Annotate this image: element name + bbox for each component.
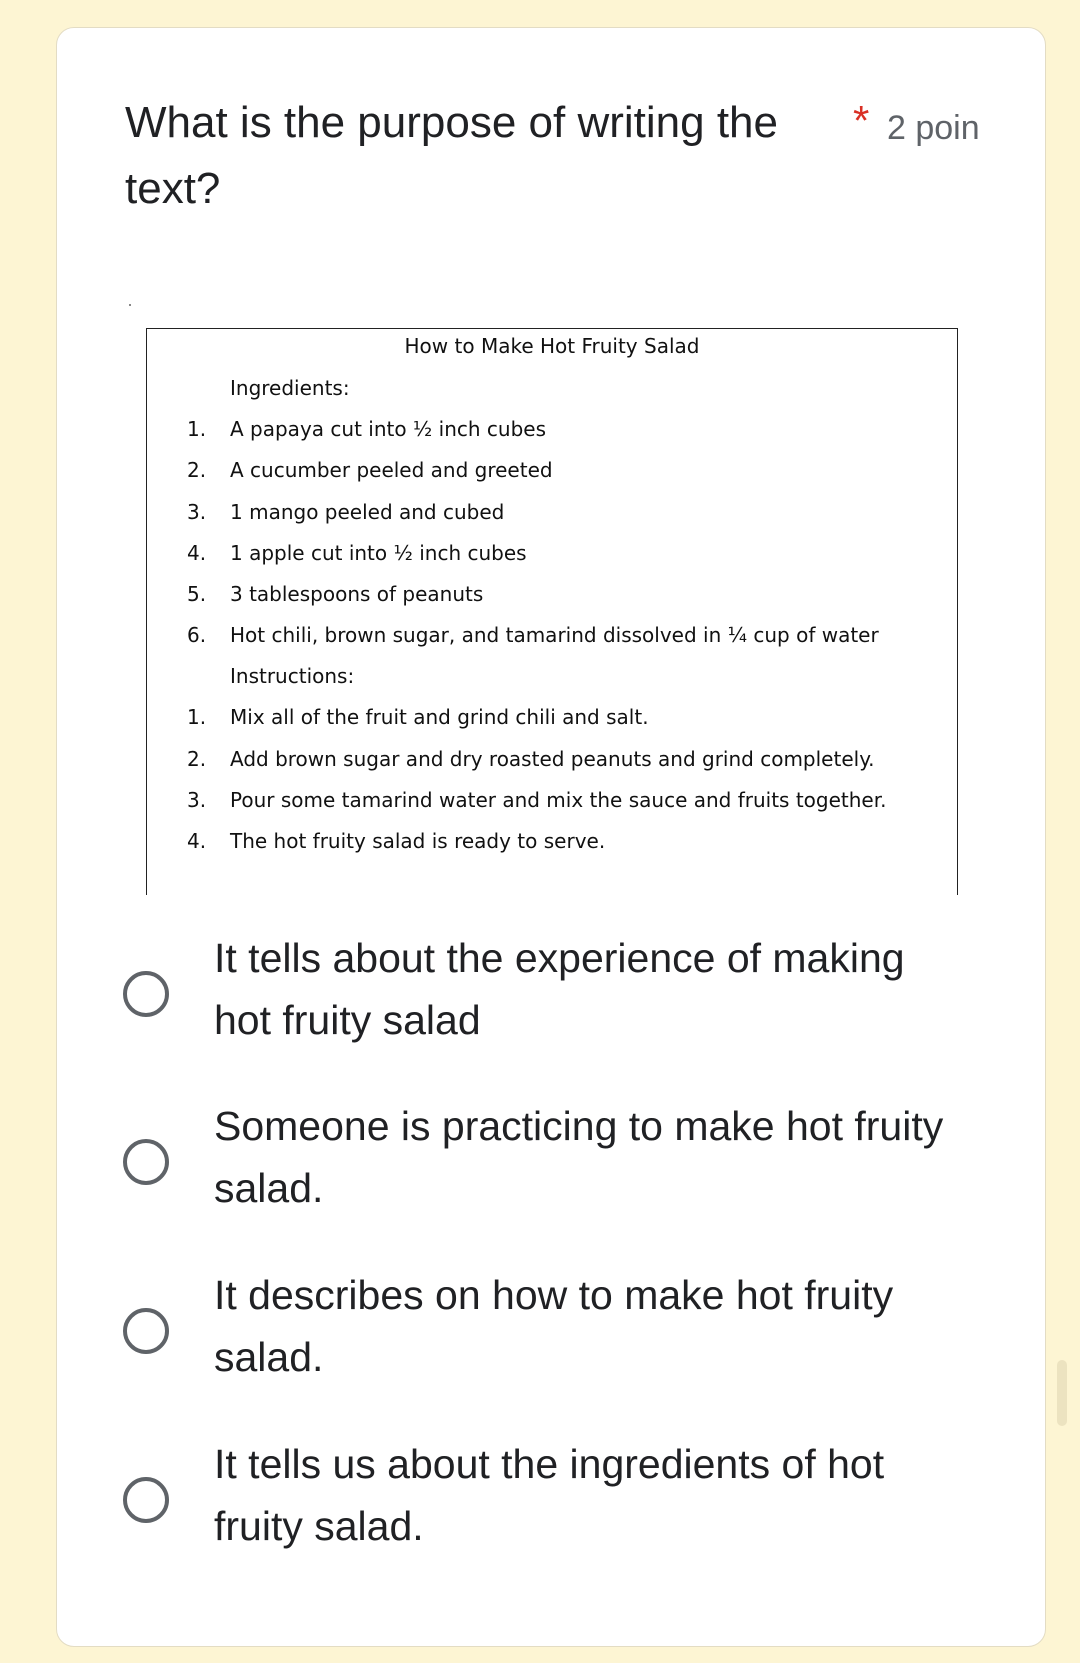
required-asterisk: * xyxy=(853,97,870,144)
radio-button[interactable] xyxy=(123,971,169,1017)
answer-option-4[interactable] xyxy=(57,1433,1047,1563)
ingredients-heading: Ingredients: xyxy=(230,376,350,400)
instruction-item: 1. Mix all of the fruit and grind chili and salt. xyxy=(187,705,649,729)
ingredient-item: 2. A cucumber peeled and greeted xyxy=(187,458,553,482)
answer-option-2[interactable] xyxy=(57,1095,1047,1225)
ingredient-item: 1. A papaya cut into ½ inch cubes xyxy=(187,417,547,441)
ingredient-item: 4. 1 apple cut into ½ inch cubes xyxy=(187,541,527,565)
scrollbar-thumb[interactable] xyxy=(1057,1360,1067,1426)
image-dot xyxy=(129,304,131,306)
recipe-title: How to Make Hot Fruity Salad xyxy=(404,334,700,358)
question-card xyxy=(56,27,1046,1647)
option-label[interactable]: It tells about the experience of making hot fruity salad xyxy=(214,935,905,1043)
answer-option-3[interactable] xyxy=(57,1264,1047,1394)
radio-button[interactable] xyxy=(123,1308,169,1354)
points-label: 2 poin xyxy=(887,109,980,147)
radio-button[interactable] xyxy=(123,1139,169,1185)
ingredient-item: 6. Hot chili, brown sugar, and tamarind dissolved in ¼ cup of water xyxy=(187,623,879,647)
option-label[interactable]: It tells us about the ingredients of hot fruity salad. xyxy=(214,1441,885,1549)
answer-option-1[interactable] xyxy=(57,927,1047,1057)
radio-button[interactable] xyxy=(123,1477,169,1523)
instructions-heading: Instructions: xyxy=(230,664,355,688)
question-title: What is the purpose of writing the text? xyxy=(125,98,778,213)
instruction-item: 2. Add brown sugar and dry roasted peanuts and grind completely. xyxy=(187,747,875,771)
ingredient-item: 5. 3 tablespoons of peanuts xyxy=(187,582,484,606)
instruction-item: 4. The hot fruity salad is ready to serve. xyxy=(187,829,606,853)
ingredient-item: 3. 1 mango peeled and cubed xyxy=(187,500,505,524)
option-label[interactable]: It describes on how to make hot fruity salad. xyxy=(214,1272,894,1380)
recipe-image xyxy=(146,328,958,895)
option-label[interactable]: Someone is practicing to make hot fruity salad. xyxy=(214,1103,944,1211)
instruction-item: 3. Pour some tamarind water and mix the sauce and fruits together. xyxy=(187,788,887,812)
